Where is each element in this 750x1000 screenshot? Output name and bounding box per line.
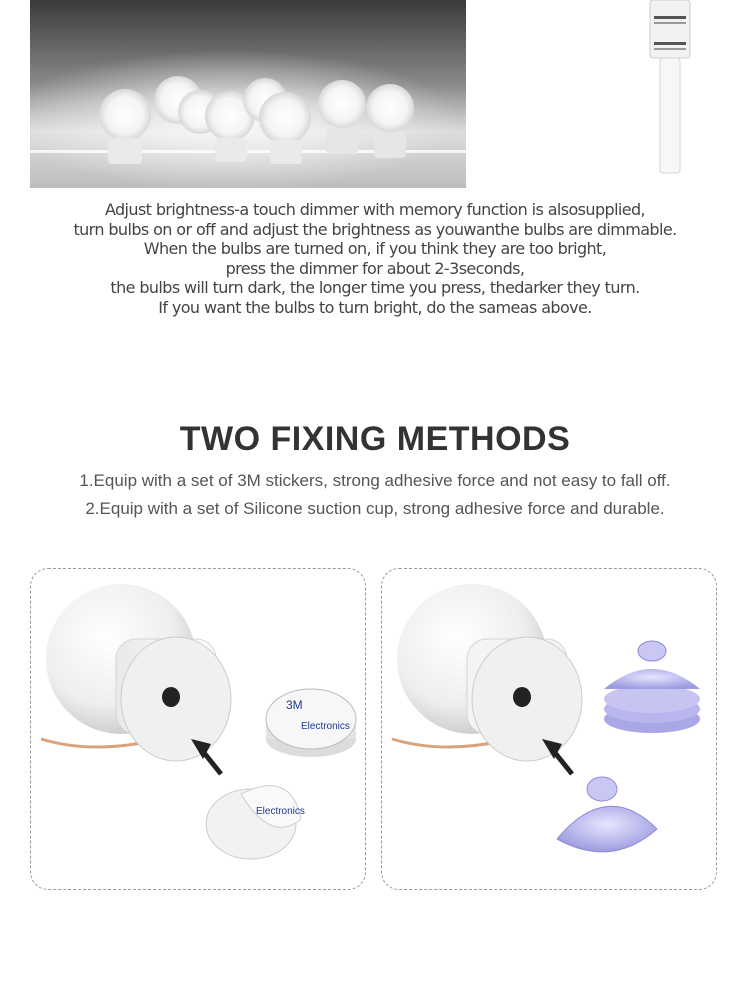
description-line: When the bulbs are turned on, if you think they are too bright, (143, 239, 607, 259)
sticker-text: Electronics (301, 721, 350, 732)
description-line: If you want the bulbs to turn bright, do the sameas above. (158, 297, 592, 317)
bulb-image (41, 584, 231, 761)
description-line: the bulbs will turn dark, the longer time you press, thedarker they turn. (110, 278, 640, 298)
sticker-stack-image (266, 689, 356, 757)
description-line: press the dimmer for about 2-3seconds, (225, 258, 525, 278)
suction-cup-stack-image (604, 641, 700, 733)
vanity-bulbs-photo (30, 0, 466, 188)
suction-cup-image (557, 777, 657, 852)
peeled-sticker-text: Electronics (256, 806, 305, 817)
method-2-text: 2.Equip with a set of Silicone suction cup, strong adhesive force and durable. (85, 499, 665, 518)
fixing-methods-title: TWO FIXING METHODS (179, 420, 571, 458)
sticker-brand: 3M (286, 698, 303, 712)
peeled-sticker-image (206, 786, 305, 859)
description-line: turn bulbs on or off and adjust the brightness as youwanthe bulbs are dimmable. (73, 219, 677, 239)
bulb-image (392, 584, 582, 761)
usb-plug-image (648, 0, 692, 175)
description-line: Adjust brightness-a touch dimmer with memory function is alsosupplied, (104, 200, 646, 219)
suction-cup-method-panel (381, 568, 717, 890)
sticker-method-panel (30, 568, 366, 890)
dimmer-description (0, 200, 750, 318)
method-1-text: 1.Equip with a set of 3M stickers, strong adhesive force and not easy to fall off. (79, 471, 671, 490)
